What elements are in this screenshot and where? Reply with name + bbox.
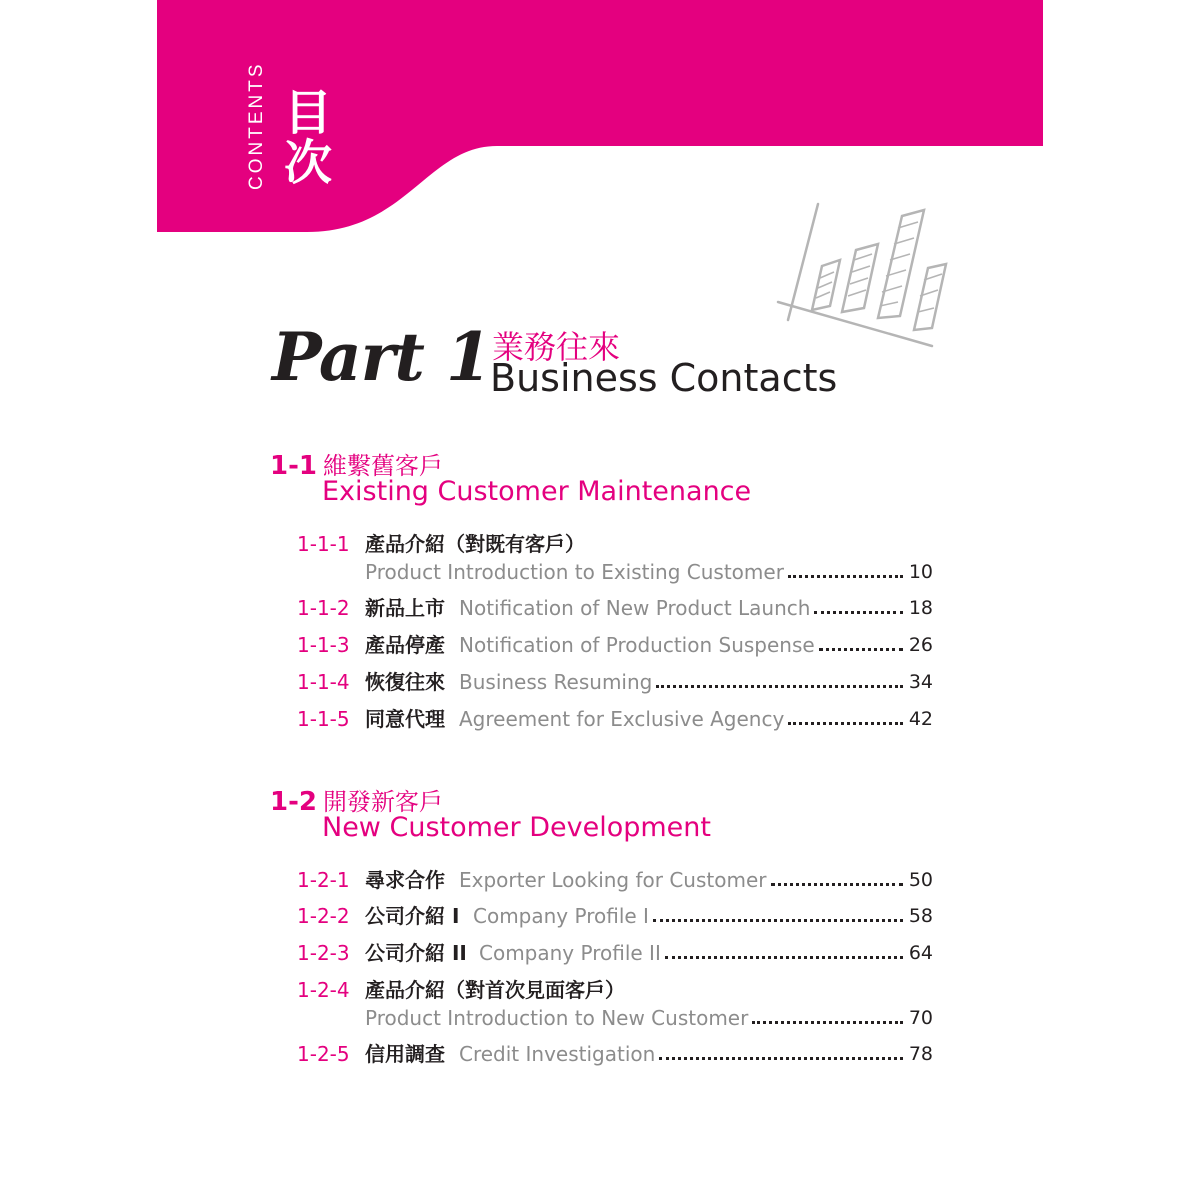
section-number: 1-2 [270,787,317,817]
entry-title-zh: 同意代理 [365,707,445,731]
dot-leader [771,883,903,886]
entry-number: 1-1-4 [297,670,350,694]
entry-title-zh: 公司介紹 I [365,904,460,928]
entry-title-en: Agreement for Exclusive Agency [459,705,788,733]
title-char-2: 次 [283,135,332,191]
dot-leader [819,648,903,651]
entry-title-en: Credit Investigation [459,1040,659,1068]
page-number: 70 [908,1007,933,1029]
section-title-zh: 開發新客戶 [322,788,443,816]
dot-leader [788,722,903,725]
toc-entry-continuation[interactable] [297,558,933,586]
page-number: 34 [908,671,933,693]
toc-entry[interactable] [297,902,933,930]
entry-number: 1-2-3 [297,941,350,965]
entry-number: 1-2-5 [297,1042,350,1066]
toc-entry[interactable] [297,705,933,733]
entry-title-zh: 公司介紹 II [365,941,467,965]
page-number: 64 [908,942,933,964]
section-title-en: New Customer Development [322,812,711,843]
entry-title-zh: 信用調查 [365,1042,445,1066]
toc-entry[interactable] [297,668,933,696]
entry-number: 1-1-3 [297,633,350,657]
entry-title-en: Company Profile II [479,939,665,967]
dot-leader [653,919,903,922]
table-of-contents-title [280,85,336,191]
section-title-en: Existing Customer Maintenance [322,476,752,507]
part-number-script: Part 1 [272,318,491,396]
entry-title-zh: 尋求合作 [365,868,445,892]
entry-title-en: Product Introduction to New Customer [365,1004,752,1032]
contents-label: CONTENTS [246,61,267,190]
toc-entry[interactable] [297,1040,933,1068]
toc-entry[interactable] [297,976,933,1004]
toc-entry[interactable] [297,631,933,659]
page-number: 18 [908,597,933,619]
title-char-1: 目 [283,85,332,141]
dot-leader [788,575,903,578]
page-number: 78 [908,1043,933,1065]
page-number: 26 [908,634,933,656]
entry-title-en: Business Resuming [459,668,656,696]
section-number: 1-1 [270,451,317,481]
entry-title-en: Company Profile I [473,902,653,930]
entry-title-en: Exporter Looking for Customer [459,866,771,894]
page-number: 50 [908,869,933,891]
dot-leader [665,956,903,959]
entry-title-zh: 產品停產 [365,633,445,657]
page-number: 10 [908,561,933,583]
entry-number: 1-2-4 [297,978,350,1002]
toc-entry-continuation[interactable] [297,1004,933,1032]
dot-leader [659,1057,903,1060]
entry-title-zh: 產品介紹（對首次見面客戶） [365,978,625,1002]
entry-number: 1-2-1 [297,868,350,892]
page-number: 58 [908,905,933,927]
entry-title-en: Product Introduction to Existing Customer [365,558,788,586]
entry-title-en: Notification of New Product Launch [459,594,814,622]
entry-title-zh: 恢復往來 [365,670,445,694]
entry-title-zh: 新品上市 [365,596,445,620]
entry-title-zh: 產品介紹（對既有客戶） [365,532,585,556]
entry-number: 1-1-2 [297,596,350,620]
toc-entry[interactable] [297,866,933,894]
dot-leader [656,685,902,688]
toc-entry[interactable] [297,594,933,622]
entry-number: 1-2-2 [297,904,350,928]
dot-leader [752,1021,902,1024]
entry-number: 1-1-5 [297,707,350,731]
part-title-en: Business Contacts [490,356,838,400]
section-title-zh: 維繫舊客戶 [322,452,443,480]
page-number: 42 [908,708,933,730]
entry-title-en: Notification of Production Suspense [459,631,819,659]
dot-leader [814,611,902,614]
entry-number: 1-1-1 [297,532,350,556]
toc-entry[interactable] [297,939,933,967]
toc-entry[interactable] [297,530,933,558]
part-title-zh: 業務往來 [492,328,621,366]
bar-chart-sketch-icon [770,198,955,353]
